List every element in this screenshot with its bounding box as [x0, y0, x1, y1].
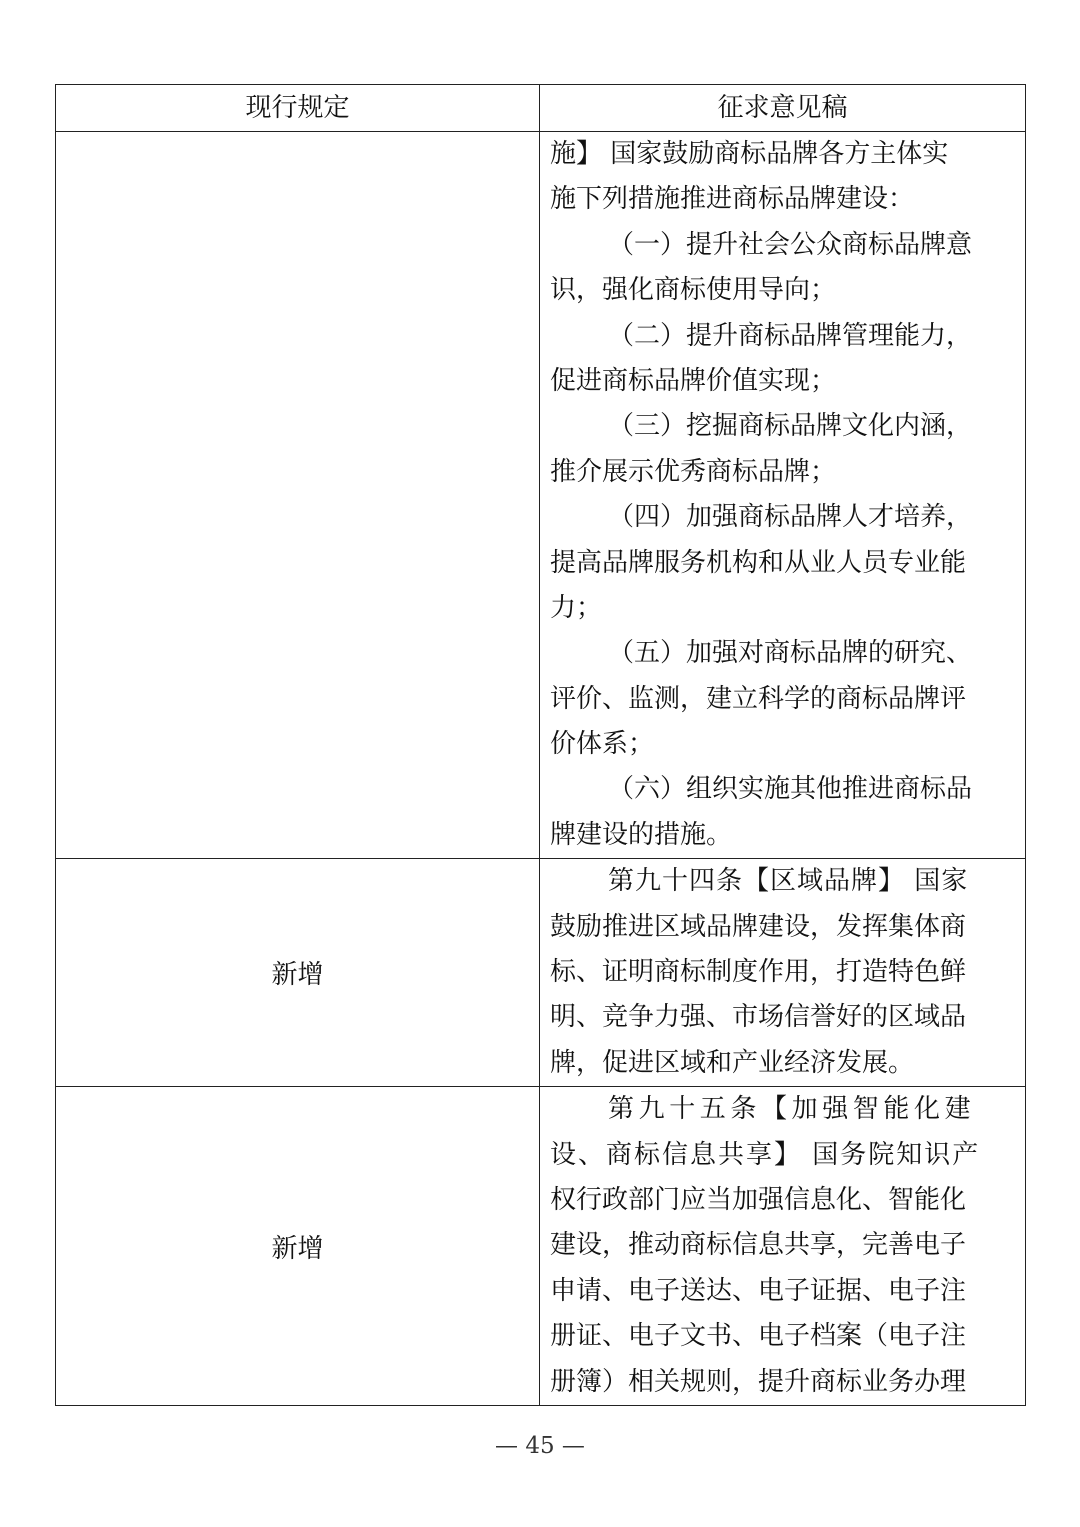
table-header-row [56, 85, 1026, 132]
current-rule-cell [56, 132, 540, 859]
draft-cell [540, 1087, 1026, 1406]
text-line: 明、竞争力强、市场信誉好的区域品 [550, 1002, 967, 1033]
text-line: 册簿）相关规则，提升商标业务办理 [550, 1366, 967, 1397]
text-line: 鼓励推进区域品牌建设，发挥集体商 [550, 911, 967, 942]
text-line: （一）提升社会公众商标品牌意 [608, 229, 973, 260]
text-line: 推介展示优秀商标品牌； [550, 456, 837, 487]
draft-cell [540, 132, 1026, 859]
current-rule-cell: 新增 [56, 859, 540, 1087]
text-line: 权行政部门应当加强信息化、智能化 [550, 1184, 967, 1215]
text-line: 册证、电子文书、电子档案（电子注 [550, 1321, 967, 1352]
text-line: 第九十四条【区域品牌】 国家 [608, 866, 969, 897]
text-line: 评价、监测，建立科学的商标品牌评 [550, 683, 967, 714]
text-line: 申请、电子送达、电子证据、电子注 [550, 1275, 967, 1306]
text-line: 第九十五条【加强智能化建 [608, 1094, 976, 1125]
comparison-table [55, 84, 1026, 1406]
text-line: （三）挖掘商标品牌文化内涵， [608, 411, 973, 442]
text-line: 识，强化商标使用导向； [550, 275, 837, 306]
text-line: 建设，推动商标信息共享，完善电子 [550, 1230, 967, 1261]
text-line: 价体系； [550, 729, 655, 760]
header-current-rules: 现行规定 [56, 85, 540, 132]
text-line: 牌，促进区域和产业经济发展。 [550, 1047, 915, 1078]
text-line: 施下列措施推进商标品牌建设： [550, 184, 915, 215]
text-line: （二）提升商标品牌管理能力， [608, 320, 973, 351]
text-line: 提高品牌服务机构和从业人员专业能 [550, 547, 967, 578]
header-draft: 征求意见稿 [540, 85, 1026, 132]
text-line: 施】 国家鼓励商标品牌各方主体实 [550, 139, 949, 169]
table-row [56, 132, 1026, 859]
text-line: 设、商标信息共享】 国务院知识产 [550, 1139, 981, 1170]
text-line: （四）加强商标品牌人才培养， [608, 502, 973, 533]
text-line: 标、证明商标制度作用，打造特色鲜 [550, 957, 967, 988]
current-rule-cell: 新增 [56, 1087, 540, 1406]
table-row [56, 859, 1026, 1087]
text-line: 力； [550, 592, 603, 623]
text-line: （六）组织实施其他推进商标品 [608, 774, 973, 805]
text-line: （五）加强对商标品牌的研究、 [608, 638, 973, 669]
text-line: 促进商标品牌价值实现； [550, 365, 837, 396]
table-row [56, 1087, 1026, 1406]
page-number: — 45 — [495, 1433, 585, 1459]
draft-cell [540, 859, 1026, 1087]
text-line: 牌建设的措施。 [550, 819, 733, 850]
